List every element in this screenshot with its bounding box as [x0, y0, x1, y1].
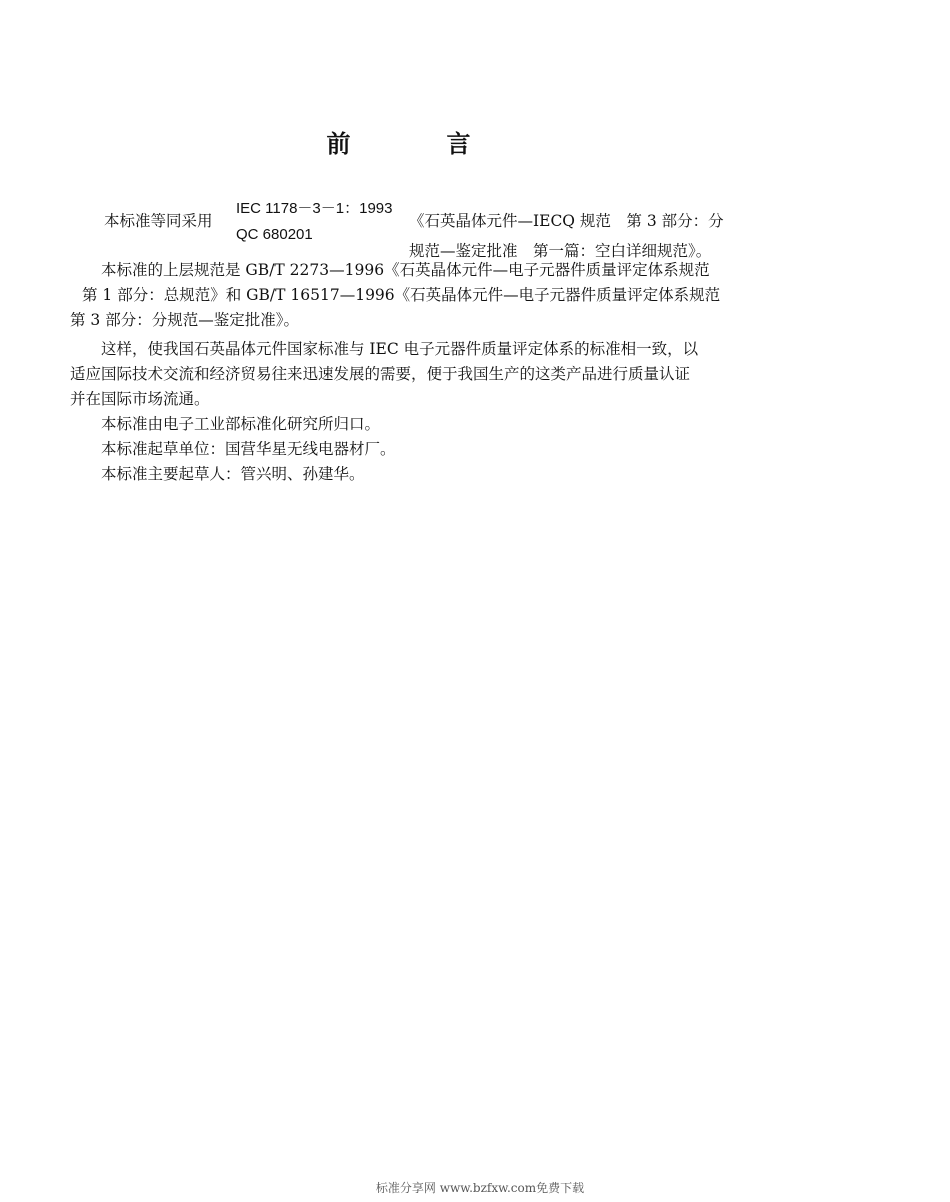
- paragraph-line: 本标准的上层规范是 GB/T 2273—1996《石英晶体元件—电子元器件质量评定体系规范: [101, 261, 710, 279]
- paragraph-line: 这样，使我国石英晶体元件国家标准与 IEC 电子元器件质量评定体系的标准相一致，以: [101, 340, 699, 358]
- paragraph-line: 适应国际技术交流和经济贸易往来迅速发展的需要，便于我国生产的这类产品进行质量认证: [70, 365, 691, 383]
- adopted-standard-codes: [236, 196, 392, 248]
- adopted-standard-title: [409, 206, 754, 266]
- adopted-code-qc: QC 680201: [236, 226, 313, 243]
- paragraph-line: 本标准由电子工业部标准化研究所归口。: [101, 415, 381, 433]
- paragraph-line: 本标准起草单位：国营华星无线电器材厂。: [101, 440, 396, 458]
- adopted-code-iec: IEC 1178－3－1：1993: [236, 200, 393, 217]
- paragraph-consistency: [70, 337, 735, 412]
- page-title: [0, 124, 797, 159]
- paragraph-line: 本标准主要起草人：管兴明、孙建华。: [101, 465, 365, 483]
- page-title-char-1: 前: [326, 130, 351, 158]
- paragraph-line: 第 1 部分：总规范》和 GB/T 16517—1996《石英晶体元件—电子元器件质量评定体系规范: [82, 286, 721, 304]
- page-title-char-2: 言: [446, 130, 471, 158]
- footer-watermark: 标准分享网 www.bzfxw.com免费下载: [375, 1181, 585, 1195]
- paragraph-line: 并在国际市场流通。: [70, 390, 210, 408]
- paragraph-responsible-org: [70, 412, 735, 437]
- paragraph-line: 第 3 部分：分规范—鉴定批准》。: [70, 311, 299, 329]
- adoption-label: 本标准等同采用: [104, 212, 213, 230]
- preface-body: [70, 258, 735, 487]
- paragraph-drafting-unit: [70, 437, 735, 462]
- paragraph-upper-spec: [70, 258, 735, 333]
- paragraph-drafters: [70, 462, 735, 487]
- adopted-title-line-1: 《石英晶体元件—IECQ 规范 第 3 部分：分: [409, 212, 724, 230]
- adopted-title-line-2: 规范—鉴定批准 第一篇：空白详细规范》。: [409, 242, 712, 260]
